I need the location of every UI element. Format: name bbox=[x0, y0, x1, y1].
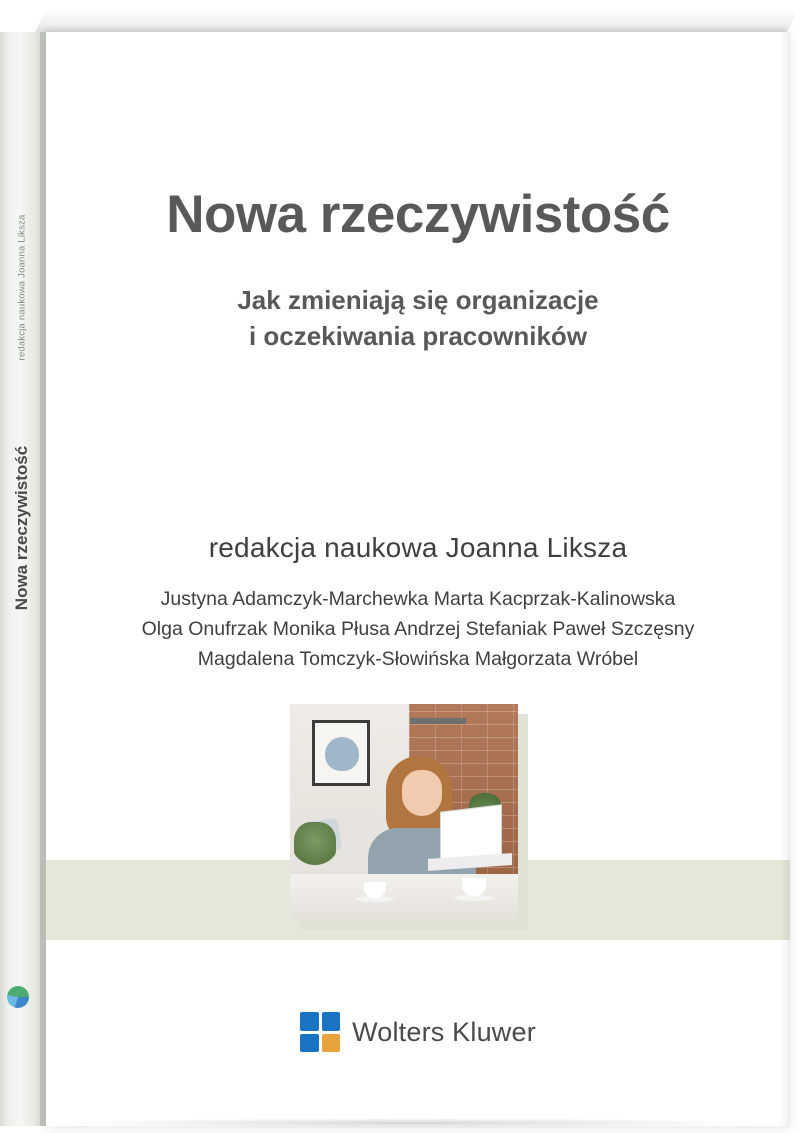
book-3d-object bbox=[0, 8, 790, 1126]
editor-credit: redakcja naukowa Joanna Liksza bbox=[208, 532, 628, 563]
spine-title: Nowa rzeczywistość bbox=[12, 445, 31, 611]
spine-text-group bbox=[0, 32, 46, 1126]
authors-line-2: Olga Onufrzak Monika Płusa Andrzej Stefaniak Paweł Szczęsny bbox=[141, 618, 695, 641]
authors-line-3: Magdalena Tomczyk-Słowińska Małgorzata Wróbel bbox=[197, 648, 639, 671]
globe-icon bbox=[7, 986, 29, 1008]
photo-shelf bbox=[410, 718, 466, 724]
book-ground-shadow bbox=[60, 1118, 760, 1128]
cover-subtitle-line-2: i oczekiwania pracowników bbox=[248, 321, 588, 352]
wk-square-top-left bbox=[300, 1012, 319, 1031]
spine-globe-icon bbox=[7, 986, 29, 1008]
cover-subtitle bbox=[98, 282, 738, 355]
photo-plant-left bbox=[294, 822, 336, 868]
wk-square-top-right bbox=[322, 1012, 341, 1031]
wk-square-bottom-right bbox=[322, 1034, 341, 1053]
photo-artwork-shape bbox=[325, 737, 359, 771]
cover-photo bbox=[290, 704, 518, 920]
authors-line-1: Justyna Adamczyk-Marchewka Marta Kacprzak-Kalinowska bbox=[160, 588, 676, 610]
cover-subtitle-line-1: Jak zmieniają się organizacje bbox=[237, 285, 599, 315]
authors-list bbox=[86, 584, 750, 675]
cover-right-edge-shading bbox=[780, 32, 790, 1126]
publisher-logo bbox=[46, 1012, 790, 1052]
wk-square-bottom-left bbox=[300, 1034, 319, 1053]
photo-person-face bbox=[402, 770, 442, 816]
front-cover bbox=[46, 32, 790, 1126]
page-title: Nowa rzeczywistość bbox=[166, 185, 670, 244]
cover-photo-image bbox=[290, 704, 518, 920]
photo-framed-artwork bbox=[312, 720, 370, 786]
publisher-name: Wolters Kluwer bbox=[352, 1016, 536, 1047]
spine-editor-credit: redakcja naukowa Joanna Liksza bbox=[16, 214, 28, 361]
wolters-kluwer-icon bbox=[300, 1012, 340, 1052]
